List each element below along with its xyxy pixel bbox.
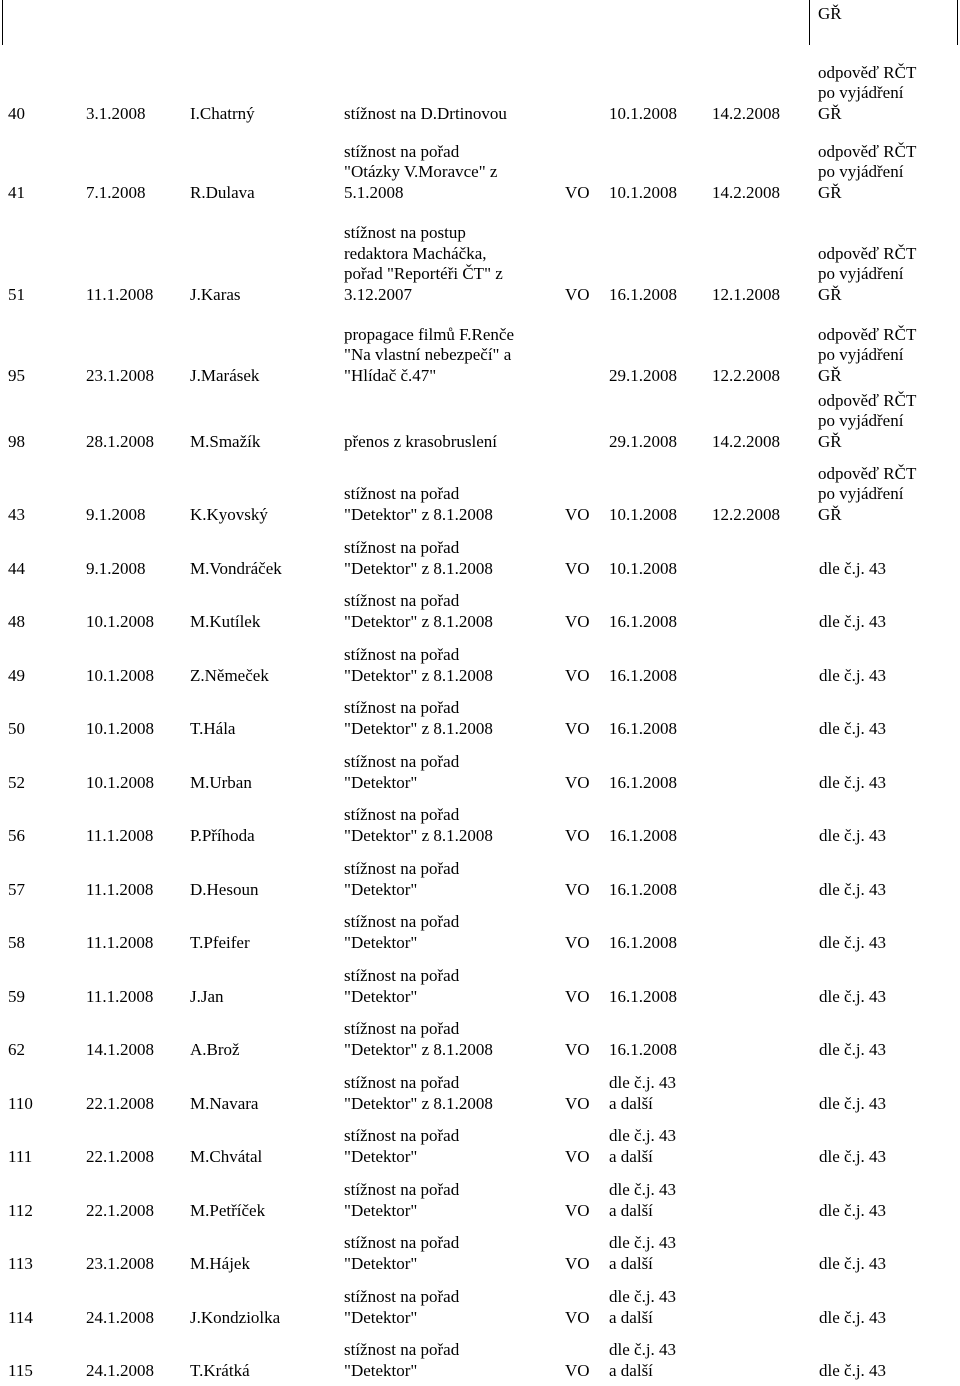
row-description-line: "Detektor" z 8.1.2008 <box>344 611 493 631</box>
row-number: 44 <box>8 558 25 578</box>
row-vo: VO <box>565 284 590 304</box>
row-answer-line: dle č.j. 43 <box>819 1253 887 1273</box>
row-name: K.Kyovský <box>190 504 268 524</box>
row-description-line: stížnost na D.Drtinovou <box>344 103 507 123</box>
row-description-line: "Detektor" <box>344 1307 418 1327</box>
row-name: M.Vondráček <box>190 558 282 578</box>
row-description-line: stížnost na pořad <box>344 1233 460 1252</box>
row-description-line: 5.1.2008 <box>344 182 404 202</box>
row-answer-line: odpověď RČT <box>818 243 917 263</box>
row-date: 14.1.2008 <box>86 1039 154 1059</box>
row-name: M.Hájek <box>190 1253 250 1273</box>
row-date: 10.1.2008 <box>86 772 154 792</box>
row-received-line: a další <box>609 1200 653 1220</box>
row-answer-line: dle č.j. 43 <box>819 718 887 738</box>
row-description-line: stížnost na pořad <box>344 1019 460 1038</box>
row-answer-line: odpověď RČT <box>818 463 917 483</box>
row-answer-line: GŘ <box>818 504 842 524</box>
row-description-line: stížnost na pořad <box>344 484 460 503</box>
row-sent: 14.2.2008 <box>712 103 780 123</box>
row-received-line: 29.1.2008 <box>609 431 677 451</box>
row-description-line: "Hlídač č.47" <box>344 365 437 385</box>
row-name: R.Dulava <box>190 182 255 202</box>
row-description-line: stížnost na pořad <box>344 591 460 610</box>
row-answer-line: dle č.j. 43 <box>819 986 887 1006</box>
row-answer-line: dle č.j. 43 <box>819 558 887 578</box>
row-description-line: stížnost na pořad <box>344 859 460 878</box>
row-description-line: "Detektor" <box>344 772 418 792</box>
row-vo: VO <box>565 558 590 578</box>
row-number: 43 <box>8 504 25 524</box>
row-description-line: stížnost na pořad <box>344 141 460 161</box>
row-received-line: 16.1.2008 <box>609 825 677 845</box>
row-description-line: stížnost na pořad <box>344 1180 460 1199</box>
row-description-line: "Detektor" z 8.1.2008 <box>344 1039 493 1059</box>
row-number: 56 <box>8 825 25 845</box>
row-description-line: "Otázky V.Moravce" z <box>344 162 498 181</box>
row-number: 114 <box>8 1307 33 1327</box>
row-received-line: 16.1.2008 <box>609 718 677 738</box>
row-answer-line: odpověď RČT <box>818 390 917 410</box>
row-answer-line: dle č.j. 43 <box>819 825 887 845</box>
row-vo: VO <box>565 1253 590 1273</box>
row-date: 28.1.2008 <box>86 431 154 451</box>
row-description-line: stížnost na pořad <box>344 1340 460 1359</box>
row-answer-line: odpověď RČT <box>818 324 917 344</box>
row-date: 10.1.2008 <box>86 718 154 738</box>
row-vo: VO <box>565 718 590 738</box>
row-description-line: "Detektor" z 8.1.2008 <box>344 718 493 738</box>
row-vo: VO <box>565 611 590 631</box>
row-description-line: stížnost na pořad <box>344 538 460 557</box>
row-received-line: dle č.j. 43 <box>609 1287 677 1306</box>
row-vo: VO <box>565 1146 590 1166</box>
row-number: 51 <box>8 284 25 304</box>
row-sent: 12.1.2008 <box>712 284 780 304</box>
row-number: 52 <box>8 772 25 792</box>
row-answer-line: po vyjádření <box>818 162 904 181</box>
row-name: M.Petříček <box>190 1200 266 1220</box>
row-answer-line: dle č.j. 43 <box>819 772 887 792</box>
row-name: D.Hesoun <box>190 879 259 899</box>
row-answer-line: odpověď RČT <box>818 62 917 82</box>
row-number: 112 <box>8 1200 33 1220</box>
row-description-line: "Detektor" z 8.1.2008 <box>344 825 493 845</box>
row-received-line: 16.1.2008 <box>609 611 677 631</box>
row-description-line: "Detektor" z 8.1.2008 <box>344 665 493 685</box>
row-answer-line: po vyjádření <box>818 411 904 430</box>
row-date: 24.1.2008 <box>86 1307 154 1327</box>
row-received-line: a další <box>609 1360 653 1380</box>
row-answer-line: po vyjádření <box>818 345 904 364</box>
row-description-line: "Detektor" z 8.1.2008 <box>344 504 493 524</box>
row-date: 7.1.2008 <box>86 182 146 202</box>
row-name: Z.Němeček <box>190 665 269 685</box>
row-received-line: a další <box>609 1093 653 1113</box>
row-date: 23.1.2008 <box>86 365 154 385</box>
row-description-line: "Detektor" <box>344 1200 418 1220</box>
row-received-line: 29.1.2008 <box>609 365 677 385</box>
row-description-line: stížnost na pořad <box>344 752 460 771</box>
row-answer-line: dle č.j. 43 <box>819 1360 887 1380</box>
row-number: 48 <box>8 611 25 631</box>
row-name: T.Krátká <box>190 1360 250 1380</box>
row-sent: 12.2.2008 <box>712 504 780 524</box>
row-date: 3.1.2008 <box>86 103 146 123</box>
row-answer-line: dle č.j. 43 <box>819 1200 887 1220</box>
row-received <box>609 1340 676 1381</box>
row-sent: 14.2.2008 <box>712 182 780 202</box>
row-date: 9.1.2008 <box>86 558 146 578</box>
row-description-line: "Detektor" <box>344 1253 418 1273</box>
row-description-line: stížnost na pořad <box>344 1287 460 1306</box>
row-vo: VO <box>565 1039 590 1059</box>
row-number: 58 <box>8 932 25 952</box>
row-description-line: "Detektor" <box>344 1360 418 1380</box>
row-received-line: 16.1.2008 <box>609 932 677 952</box>
row-sent: 14.2.2008 <box>712 431 780 451</box>
row-date: 22.1.2008 <box>86 1093 154 1113</box>
row-date: 24.1.2008 <box>86 1360 154 1380</box>
row-received-line: 16.1.2008 <box>609 986 677 1006</box>
row-answer-line: po vyjádření <box>818 83 904 102</box>
row-number: 59 <box>8 986 25 1006</box>
row-name: A.Brož <box>190 1039 240 1059</box>
row-date: 11.1.2008 <box>86 986 154 1006</box>
row-vo: VO <box>565 932 590 952</box>
row-date: 11.1.2008 <box>86 932 154 952</box>
row-vo: VO <box>565 182 590 202</box>
row-description-line: "Detektor" <box>344 1146 418 1166</box>
row-description-line: 3.12.2007 <box>344 284 412 304</box>
row-number: 49 <box>8 665 25 685</box>
row-description-line: stížnost na pořad <box>344 1073 460 1092</box>
row-answer-line: GŘ <box>818 103 842 123</box>
row-answer-line: GŘ <box>818 365 842 385</box>
row-date: 11.1.2008 <box>86 825 154 845</box>
row-received-line: a další <box>609 1307 653 1327</box>
row-received-line: 10.1.2008 <box>609 182 677 202</box>
row-received-line: 16.1.2008 <box>609 1039 677 1059</box>
row-description-line: "Detektor" <box>344 879 418 899</box>
row-name: I.Chatrný <box>190 103 255 123</box>
row-description-line: stížnost na pořad <box>344 805 460 824</box>
row-description-line: propagace filmů F.Renče <box>344 324 514 344</box>
row-number: 111 <box>8 1146 33 1166</box>
row-description-line: stížnost na pořad <box>344 698 460 717</box>
row-description-line: přenos z krasobruslení <box>344 431 497 451</box>
row-received-line: dle č.j. 43 <box>609 1180 677 1199</box>
row-number: 95 <box>8 365 25 385</box>
row-name: M.Chvátal <box>190 1146 263 1166</box>
row-answer-line: dle č.j. 43 <box>819 1307 887 1327</box>
row-sent: 12.2.2008 <box>712 365 780 385</box>
row-answer-line: po vyjádření <box>818 484 904 503</box>
row-name: P.Příhoda <box>190 825 255 845</box>
row-vo: VO <box>565 1200 590 1220</box>
row-vo: VO <box>565 772 590 792</box>
row-vo: VO <box>565 825 590 845</box>
row-vo: VO <box>565 1307 590 1327</box>
row-description <box>344 1340 459 1381</box>
row-number: 50 <box>8 718 25 738</box>
row-answer-line: odpověď RČT <box>818 141 917 161</box>
row-answer-line: po vyjádření <box>818 264 904 283</box>
row-vo: VO <box>565 879 590 899</box>
row-number: 98 <box>8 431 25 451</box>
row-name: J.Karas <box>190 284 241 304</box>
row-answer-line: dle č.j. 43 <box>819 932 887 952</box>
row-answer-line: GŘ <box>818 431 842 451</box>
row-received-line: dle č.j. 43 <box>609 1340 677 1359</box>
row-description-line: stížnost na pořad <box>344 645 460 664</box>
row-description-line: pořad "Reportéři ČT" z <box>344 264 503 283</box>
row-number: 62 <box>8 1039 25 1059</box>
row-received-line: dle č.j. 43 <box>609 1073 677 1092</box>
row-number: 40 <box>8 103 25 123</box>
top-cell-text: GŘ <box>818 4 842 23</box>
row-description-line: "Detektor" <box>344 932 418 952</box>
row-number: 57 <box>8 879 25 899</box>
row-date: 10.1.2008 <box>86 611 154 631</box>
row-number: 110 <box>8 1093 33 1113</box>
row-received-line: a další <box>609 1253 653 1273</box>
row-description-line: "Detektor" <box>344 986 418 1006</box>
row-date: 22.1.2008 <box>86 1200 154 1220</box>
row-answer-line: dle č.j. 43 <box>819 611 887 631</box>
row-answer-line: dle č.j. 43 <box>819 1039 887 1059</box>
row-answer-line: GŘ <box>818 284 842 304</box>
row-name: M.Smažík <box>190 431 261 451</box>
row-name: J.Jan <box>190 986 224 1006</box>
row-name: J.Marásek <box>190 365 260 385</box>
row-name: M.Navara <box>190 1093 259 1113</box>
row-received-line: 10.1.2008 <box>609 504 677 524</box>
row-number: 113 <box>8 1253 33 1273</box>
row-received-line: a další <box>609 1146 653 1166</box>
row-answer <box>819 1361 886 1382</box>
row-name: J.Kondziolka <box>190 1307 281 1327</box>
row-vo: VO <box>565 504 590 524</box>
row-received-line: dle č.j. 43 <box>609 1126 677 1145</box>
row-date: 10.1.2008 <box>86 665 154 685</box>
row-vo: VO <box>565 1360 590 1380</box>
row-description-line: stížnost na pořad <box>344 912 460 931</box>
row-answer-line: dle č.j. 43 <box>819 665 887 685</box>
row-vo: VO <box>565 1093 590 1113</box>
row-description-line: "Na vlastní nebezpečí" a <box>344 345 512 364</box>
row-date: 22.1.2008 <box>86 1146 154 1166</box>
row-description-line: redaktora Macháčka, <box>344 243 487 263</box>
row-received-line: 10.1.2008 <box>609 103 677 123</box>
row-name: M.Urban <box>190 772 252 792</box>
row-received-line: 10.1.2008 <box>609 558 677 578</box>
row-description-line: stížnost na pořad <box>344 966 460 985</box>
row-name: T.Hála <box>190 718 236 738</box>
row-received-line: dle č.j. 43 <box>609 1233 677 1252</box>
row-number: 115 <box>8 1360 33 1380</box>
row-name: T.Pfeifer <box>190 932 250 952</box>
row-date: 11.1.2008 <box>86 284 154 304</box>
row-answer-line: dle č.j. 43 <box>819 1093 887 1113</box>
row-received-line: 16.1.2008 <box>609 772 677 792</box>
row-number: 41 <box>8 182 25 202</box>
row-date: 11.1.2008 <box>86 879 154 899</box>
row-answer-line: dle č.j. 43 <box>819 879 887 899</box>
row-description-line: "Detektor" z 8.1.2008 <box>344 558 493 578</box>
row-received-line: 16.1.2008 <box>609 665 677 685</box>
row-date: 9.1.2008 <box>86 504 146 524</box>
row-description-line: stížnost na postup <box>344 223 466 242</box>
row-answer-line: dle č.j. 43 <box>819 1146 887 1166</box>
row-description-line: "Detektor" z 8.1.2008 <box>344 1093 493 1113</box>
row-vo: VO <box>565 986 590 1006</box>
row-name: M.Kutílek <box>190 611 261 631</box>
row-received-line: 16.1.2008 <box>609 879 677 899</box>
row-received-line: 16.1.2008 <box>609 284 677 304</box>
row-description-line: stížnost na pořad <box>344 1126 460 1145</box>
row-vo: VO <box>565 665 590 685</box>
row-date: 23.1.2008 <box>86 1253 154 1273</box>
row-answer-line: GŘ <box>818 182 842 202</box>
